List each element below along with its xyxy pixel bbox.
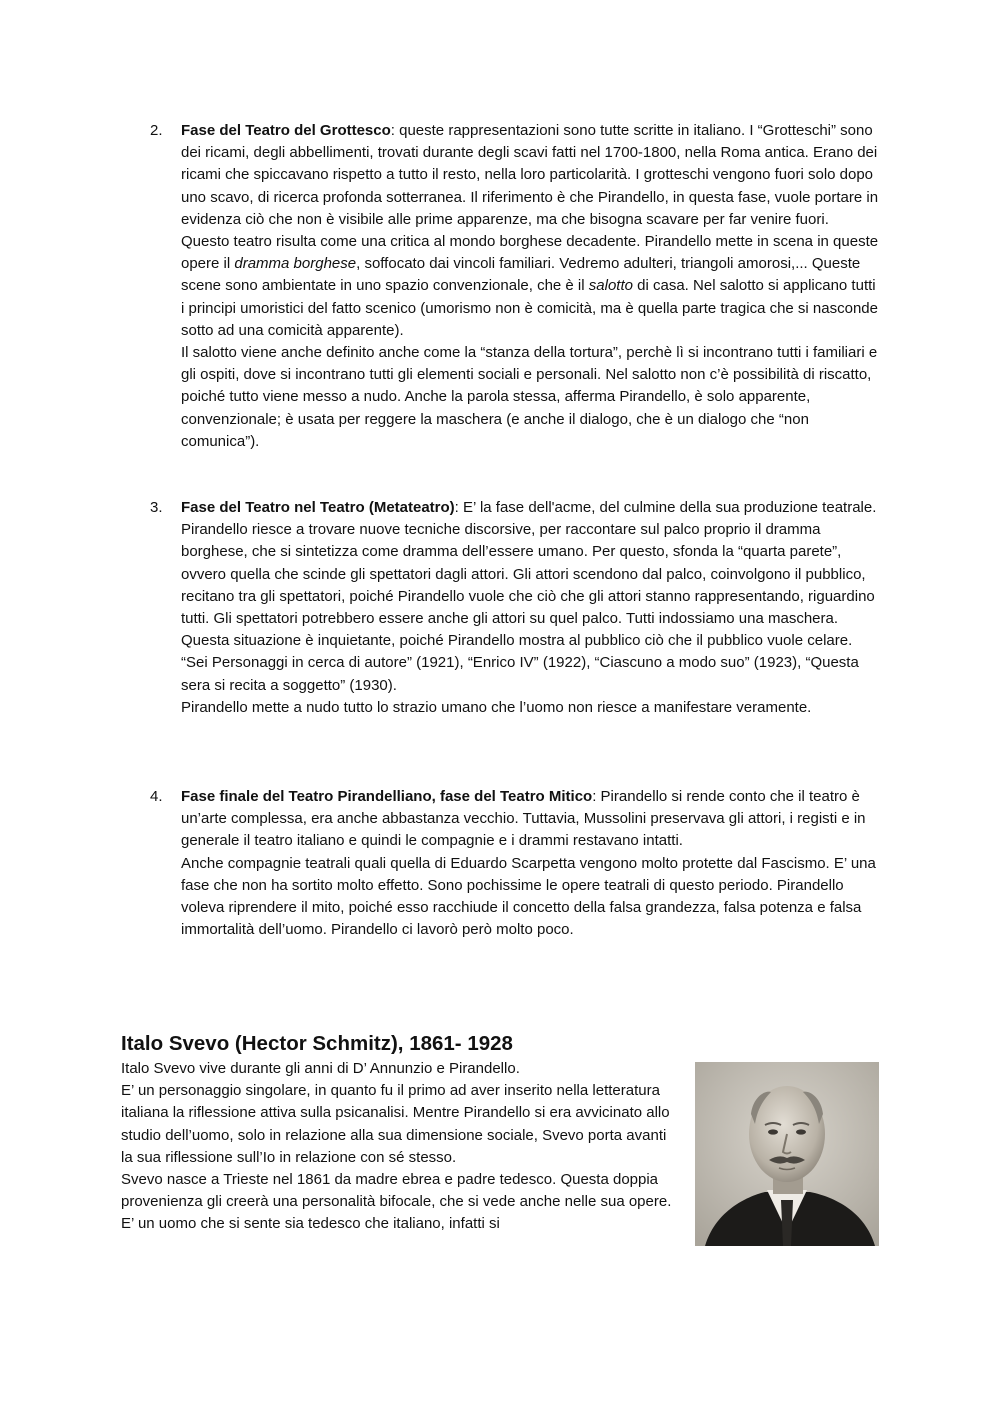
item-title: Fase del Teatro nel Teatro (Metateatro) xyxy=(181,499,455,516)
italic-term: dramma borghese xyxy=(234,255,357,273)
item-paragraph: Fase del Teatro nel Teatro (Metateatro): E’ la fase dell'acme, del culmine della sua produzione teatrale. Pirandello riesce a trovare nuove tecniche discorsive, per raccontare sul palco proprio il dramma borghese, che si sintetizza come dramma dell’essere umano. Per questo, sfonda la “quarta parete”, ovvero quella che scinde gli spettatori dagli attori. Gli attori scendono dal palco, coinvolgono il pubblico, recitano tra gli spettatori, poiché Pirandello vuole che ciò che gli attori stanno rappresentando, riguardino tutti. Gli spettatori potrebbero essere anche gli attori su quel palco. Tutti indossiamo una maschera. Questa situazione è inquietante, poiché Pirandello mostra al pubblico ciò che il pubblico vuole celare. “Sei Personaggi in cerca di autore” (1921), “Enrico IV” (1922), “Ciascuno a modo suo” (1923), “Questa sera si recita a soggetto” (1930). xyxy=(181,499,877,694)
list-item-2 xyxy=(150,120,881,453)
item-paragraph: Il salotto viene anche definito anche come la “stanza della tortura”, perchè lì si incontrano tutti i familiari e gli ospiti, dove si incontrano tutti gli elementi sociali e personali. Nel salotto non c’è possibilità di riscatto, poiché tutto viene messo a nudo. Anche la parola stessa, afferma Pirandello, è solo apparente, convenzionale; è usata per reggere la maschera (e anche il dialogo, che è un dialogo che “non comunica”). xyxy=(181,344,878,450)
section-paragraph: Italo Svevo vive durante gli anni di D’ Annunzio e Pirandello. xyxy=(121,1060,520,1077)
list-number: 4. xyxy=(150,788,163,805)
item-paragraph: Fase finale del Teatro Pirandelliano, fase del Teatro Mitico: Pirandello si rende conto che il teatro è un’arte complessa, era anche abbastanza vecchio. Tuttavia, Mussolini preservava gli attori, i registi e in generale il teatro italiano e quindi le compagnie e i drammi restavano intatti. xyxy=(181,788,866,850)
list-number: 3. xyxy=(150,499,163,516)
item-paragraph: Pirandello mette a nudo tutto lo strazio umano che l’uomo non riesce a manifestare veramente. xyxy=(181,698,812,716)
section-heading: Italo Svevo (Hector Schmitz), 1861- 1928 xyxy=(121,1032,513,1055)
item-paragraph: Anche compagnie teatrali quali quella di Eduardo Scarpetta vengono molto protette dal Fascismo. E’ una fase che non ha sortito molto effetto. Sono pochissime le opere teatrali di questo periodo. Pirandello voleva riprendere il mito, poiché esso racchiude il concetto della falsa grandezza, falsa potenza e falsa immortalità dell’uomo. Pirandello ci lavorò però molto poco. xyxy=(181,854,876,939)
list-item-3 xyxy=(150,497,881,719)
item-title: Fase del Teatro del Grottesco xyxy=(181,122,391,139)
section-paragraph: Svevo nasce a Trieste nel 1861 da madre ebrea e padre tedesco. Questa doppia provenienza gli creerà una personalità bifocale, che si vede anche nelle sua opere. E’ un uomo che si sente sia tedesco che italiano, infatti si xyxy=(121,1171,672,1233)
section-body xyxy=(121,1058,676,1236)
portrait-photo xyxy=(695,1062,879,1246)
item-title: Fase finale del Teatro Pirandelliano, fase del Teatro Mitico xyxy=(181,788,593,805)
italic-term: salotto xyxy=(588,277,633,295)
section-paragraph: E’ un personaggio singolare, in quanto fu il primo ad aver inserito nella letteratura italiana la riflessione attiva sulla psicanalisi. Mentre Pirandello si era avvicinato allo studio dell’uomo, solo in relazione alla sua dimensione sociale, Svevo porta avanti la sua riflessione sull’Io in relazione con sé stesso. xyxy=(121,1082,670,1166)
list-item-4 xyxy=(150,786,881,941)
list-number: 2. xyxy=(150,122,163,139)
item-paragraph: Fase del Teatro del Grottesco: queste rappresentazioni sono tutte scritte in italiano. I “Grotteschi” sono dei ricami, degli abbellimenti, trovati durante degli scavi fatti nel 1700-1800, nella Roma antica. Erano dei ricami che spiccavano rispetto a tutto il resto, nella loro particolarità. I grotteschi vengono fuori solo dopo uno scavo, di ricerca profonda sotterranea. Il riferimento è che Pirandello, in questa fase, vuole portare in evidenza ciò che non è visibile alle prime apparenze, ma che bisogna scavare per far venire fuori. Questo teatro risulta come una critica al mondo borghese decadente. Pirandello mette in scena in queste opere il dramma borghese, soffocato dai vincoli familiari. Vedremo adulteri, triangoli amorosi,... Queste scene sono ambientate in uno spazio convenzionale, che è il salotto di casa. Nel salotto si applicano tutti i principi umoristici del fatto scenico (umorismo non è comicità, ma è quella parte tragica che si nasconde sotto ad una comicità apparente). xyxy=(181,122,879,339)
